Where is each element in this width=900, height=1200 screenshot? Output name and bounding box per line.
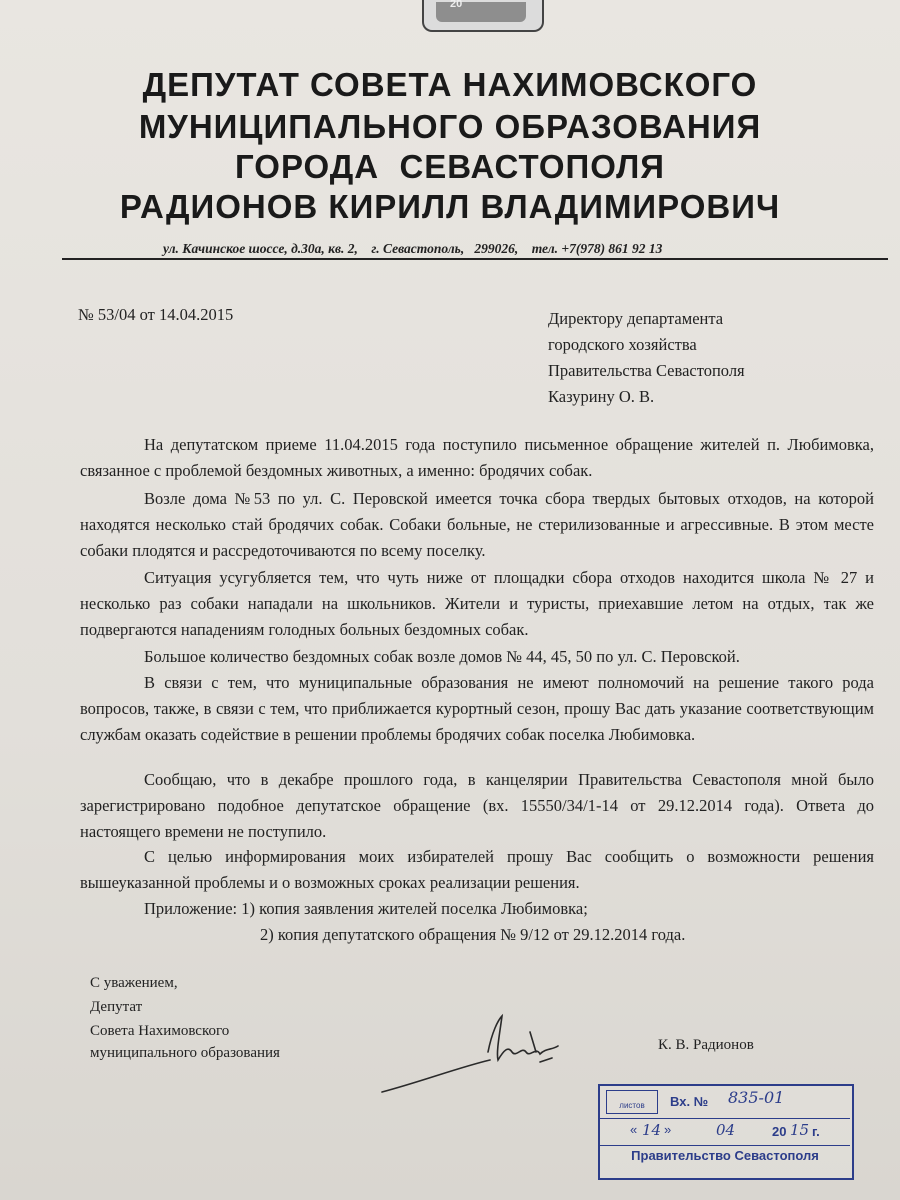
paragraph-1: На депутатском приеме 11.04.2015 года поступило письменное обращение жителей п. Любимовка, связанное с проблемой бездомных животных, а именно: бродячих собак. <box>80 435 874 480</box>
recipient-line-3: Правительства Севастополя <box>548 361 745 380</box>
emblem-number: 20 <box>450 0 463 10</box>
stamp-day: 14 <box>642 1121 662 1139</box>
registration-stamp: листов Вх. № 835-01 « 14 » 04 20 15 г. Правительство Севастополя <box>598 1084 854 1180</box>
closing-line-3: Совета Нахимовского <box>90 1023 230 1039</box>
signatory-name: К. В. Радионов <box>658 1037 754 1053</box>
paragraph-5: В связи с тем, что муниципальные образования не имеют полномочий на решение такого рода вопросов, также, в связи с тем, что приближается курортный сезон, прошу Вас дать указание соответствующим службам оказать содействие в решении проблемы бродячих собак поселка Любимовка. <box>80 673 874 744</box>
incoming-label: Вх. № <box>670 1094 709 1109</box>
stamp-month: 04 <box>716 1121 736 1139</box>
incoming-number: 835-01 <box>728 1088 785 1107</box>
closing-line-2: Депутат <box>90 999 143 1015</box>
coat-of-arms-emblem <box>422 0 544 32</box>
header-line-2: МУНИЦИПАЛЬНОГО ОБРАЗОВАНИЯ <box>138 108 762 145</box>
recipient-line-2: городского хозяйства <box>548 335 697 354</box>
stamp-year-suffix: 15 <box>790 1121 810 1139</box>
paragraph-6: Сообщаю, что в декабре прошлого года, в канцелярии Правительства Севастополя мной было зарегистрировано подобное депутатское обращение (вх. 15550/34/1-14 от 29.12.2014 года). Ответа до настоящего времени не поступило. <box>80 770 874 841</box>
header-divider <box>62 258 888 260</box>
attachment-2: 2) копия депутатского обращения № 9/12 от 29.12.2014 года. <box>260 925 686 944</box>
sheets-box <box>606 1090 658 1114</box>
stamp-organization: Правительство Севастополя <box>631 1148 819 1163</box>
stamp-year-prefix: 20 <box>772 1124 787 1139</box>
handwritten-signature <box>380 1012 580 1102</box>
paragraph-7: С целью информирования моих избирателей прошу Вас сообщить о возможности решения вышеуказанной проблемы и о возможных сроках реализации решения. <box>80 847 874 892</box>
sheets-label: листов <box>619 1101 645 1110</box>
attachment-1: Приложение: 1) копия заявления жителей поселка Любимовка; <box>144 899 588 918</box>
header-line-1: ДЕПУТАТ СОВЕТА НАХИМОВСКОГО <box>142 66 758 103</box>
stamp-year-end: г. <box>812 1124 820 1139</box>
closing-line-1: С уважением, <box>90 975 178 991</box>
recipient-line-1: Директору департамента <box>548 309 724 328</box>
paragraph-2: Возле дома №53 по ул. С. Перовской имеется точка сбора твердых бытовых отходов, на которой находятся несколько стай бродячих собак. Собаки больные, не стерилизованные и агрессивные. В этом месте собаки плодятся и рассредоточиваются по всему поселку. <box>80 489 874 560</box>
recipient-line-4: Казурину О. В. <box>548 387 655 406</box>
closing-line-4: муниципального образования <box>90 1045 280 1061</box>
reference-number: № 53/04 от 14.04.2015 <box>78 305 234 324</box>
paragraph-3: Ситуация усугубляется тем, что чуть ниже от площадки сбора отходов находится школа № 27 и несколько раз собаки нападали на школьников. Жители и туристы, приехавшие летом на отдых, так же подвергаются нападениям голодных больных бездомных собак. <box>80 568 874 639</box>
header-line-3: ГОРОДА СЕВАСТОПОЛЯ <box>235 148 665 185</box>
paragraph-4: Большое количество бездомных собак возле домов № 44, 45, 50 по ул. С. Перовской. <box>144 647 740 666</box>
sender-address: ул. Качинское шоссе, д.30а, кв. 2, г. Севастополь, 299026, тел. +7(978) 861 92 13 <box>163 241 663 256</box>
header-line-4: РАДИОНОВ КИРИЛЛ ВЛАДИМИРОВИЧ <box>119 188 781 225</box>
